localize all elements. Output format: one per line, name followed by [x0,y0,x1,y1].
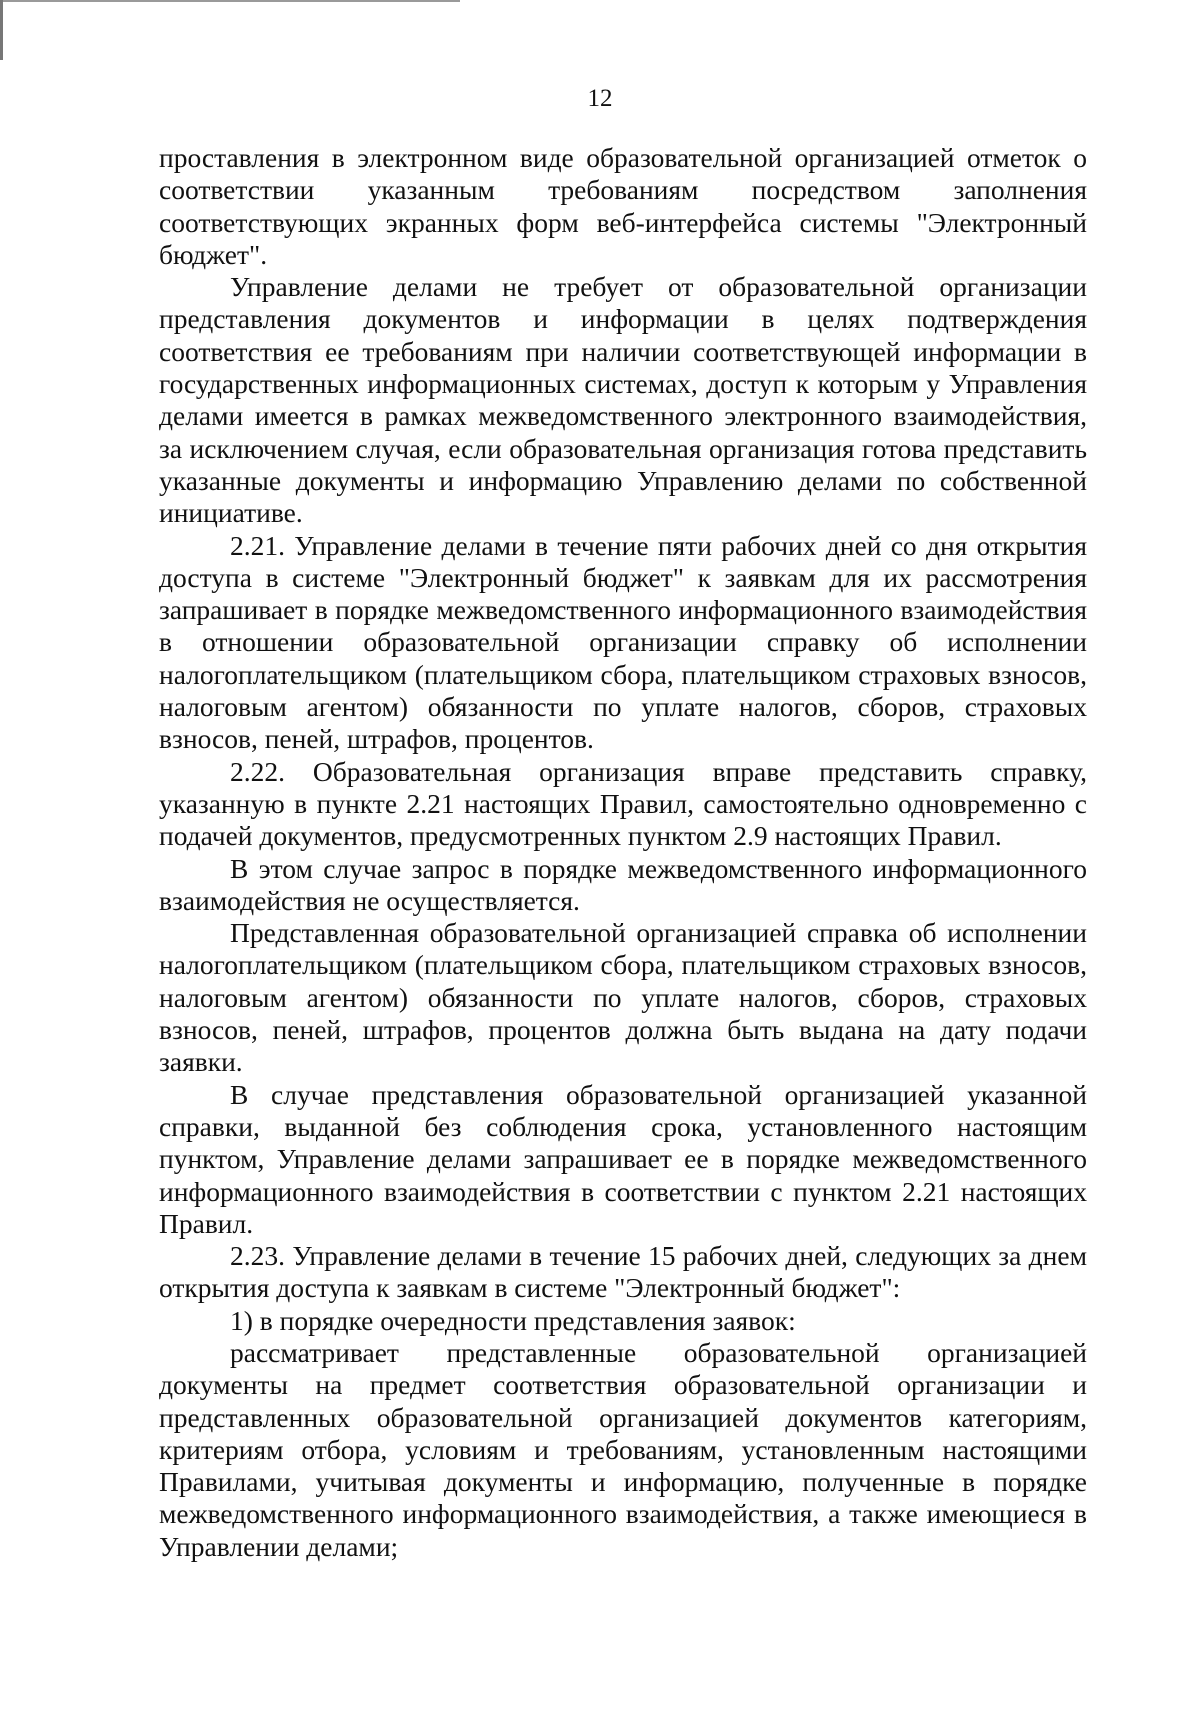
page-number: 12 [587,85,613,112]
paragraph: В этом случае запрос в порядке межведомственного информационного взаимодействия не осуществляется. [159,852,1087,916]
paragraph-clause-2-22: 2.22. Образовательная организация вправе представить справку, указанную в пункте 2.21 настоящих Правил, самостоятельно одновременно с подачей документов, предусмотренных пунктом 2.9 настоящих Правил. [159,755,1087,852]
paragraph: Представленная образовательной организацией справка об исполнении налогоплательщиком (плательщиком сбора, плательщиком страховых взносов, налоговым агентом) обязанности по уплате налогов, сборов, страховых взносов, пеней, штрафов, процентов должна быть выдана на дату подачи заявки. [159,917,1087,1078]
scan-edge-left [0,0,3,60]
paragraph-continuation: проставления в электронном виде образовательной организацией отметок о соответствии указанным требованиям посредством заполнения соответствующих экранных форм веб-интерфейса системы "Электронный бюджет". [159,142,1087,270]
body-text [159,142,1087,1563]
paragraph: рассматривает представленные образовательной организацией документы на предмет соответствия образовательной организации и представленных образовательной организацией документов категориям, критериям отбора, условиям и требованиям, установленным настоящими Правилами, учитывая документы и информацию, полученные в порядке межведомственного информационного взаимодействия, а также имеющиеся в Управлении делами; [159,1336,1087,1562]
paragraph: В случае представления образовательной организацией указанной справки, выданной без соблюдения срока, установленного настоящим пунктом, Управление делами запрашивает ее в порядке межведомственного информационного взаимодействия в соответствии с пунктом 2.21 настоящих Правил. [159,1078,1087,1239]
scan-edge-top [0,0,460,2]
paragraph-clause-2-21: 2.21. Управление делами в течение пяти рабочих дней со дня открытия доступа в системе "Электронный бюджет" к заявкам для их рассмотрения запрашивает в порядке межведомственного информационного взаимодействия в отношении образовательной организации справку об исполнении налогоплательщиком (плательщиком сбора, плательщиком страховых взносов, налоговым агентом) обязанности по уплате налогов, сборов, страховых взносов, пеней, штрафов, процентов. [159,529,1087,755]
paragraph-clause-2-23: 2.23. Управление делами в течение 15 рабочих дней, следующих за днем открытия доступа к заявкам в системе "Электронный бюджет": [159,1240,1087,1304]
paragraph-list-item-1: 1) в порядке очередности представления заявок: [230,1304,796,1336]
paragraph: Управление делами не требует от образовательной организации представления документов и информации в целях подтверждения соответствия ее требованиям при наличии соответствующей информации в государственных информационных системах, доступ к которым у Управления делами имеется в рамках межведомственного электронного взаимодействия, за исключением случая, если образовательная организация готова представить указанные документы и информацию Управлению делами по собственной инициативе. [159,271,1087,529]
